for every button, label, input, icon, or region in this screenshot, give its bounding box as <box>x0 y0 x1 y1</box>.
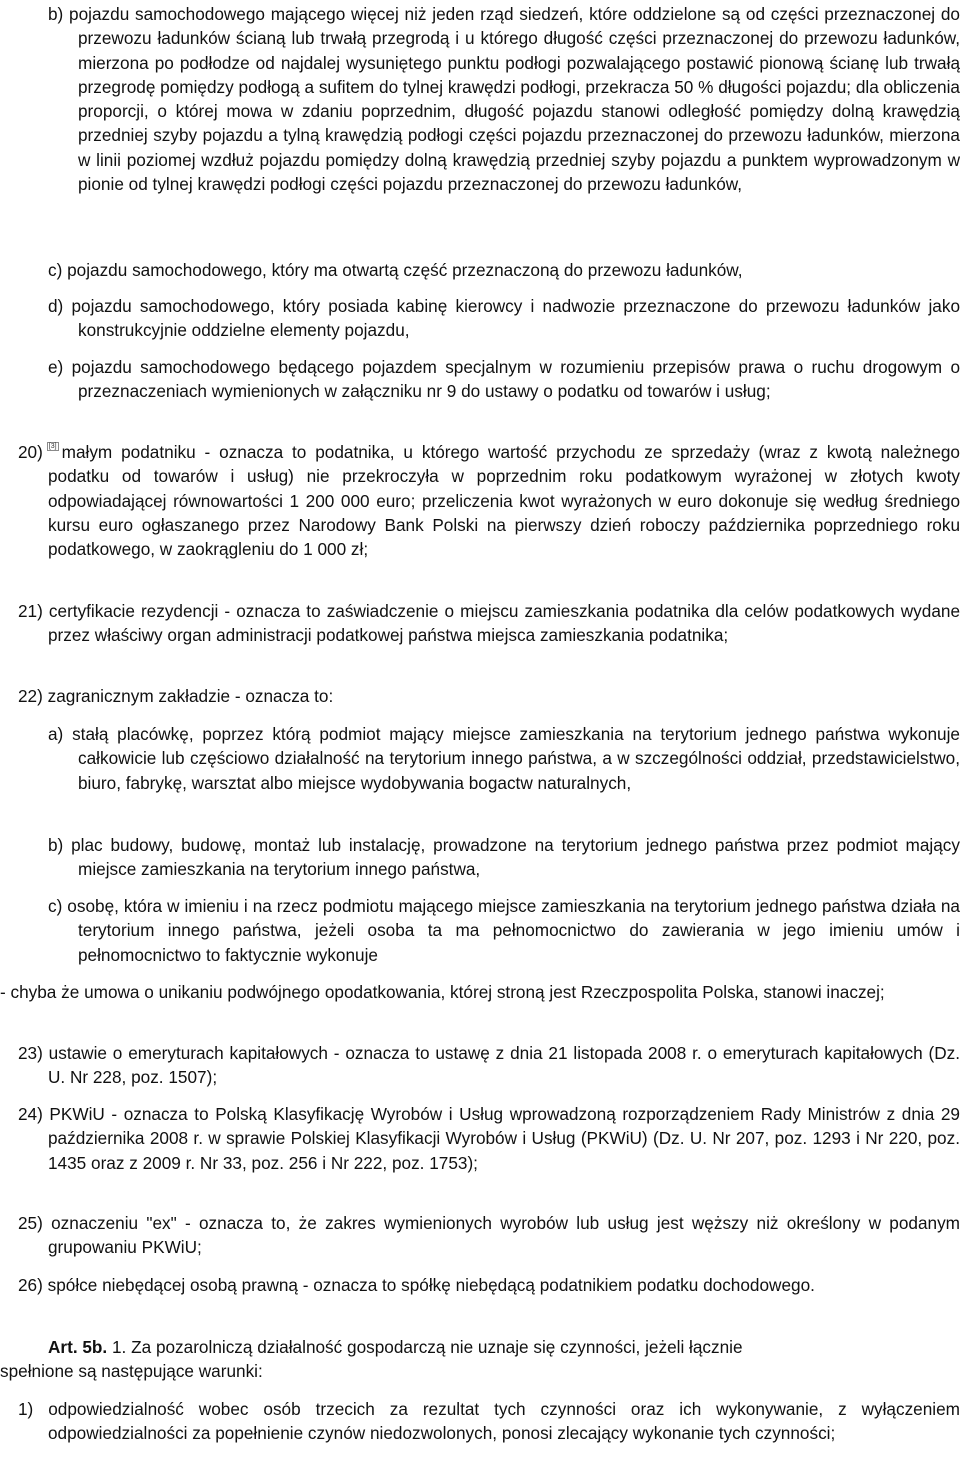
article-5b-continuation: spełnione są następujące warunki: <box>0 1361 263 1381</box>
article-5b-heading <box>48 1335 960 1359</box>
paragraph-b-vehicle-rows: b) pojazdu samochodowego mającego więcej niż jeden rząd siedzeń, które oddzielone są od części przeznaczonej do przewozu ładunków ścianą lub trwałą przegrodą i u którego długość części przeznaczonej do przewozu ładunków, mierzona po podłodze od najdalej wysuniętego punktu podłogi pozwalającego postawić pionową ścianę lub trwałą przegrodę pomiędzy podłogą a sufitem do tylnej krawędzi podłogi, przekracza 50 % długości pojazdu; dla obliczenia proporcji, o której mowa w zdaniu poprzednim, długość pojazdu stanowi odległość pomiędzy dolną krawędzią przedniej szyby pojazdu a tylną krawędzią podłogi części pojazdu przeznaczonej do przewozu ładunków, mierzona w linii poziomej wzdłuż pojazdu pomiędzy dolną krawędzią przedniej szyby pojazdu a punktem wyprowadzonym w pionie od tylnej krawędzi podłogi części pojazdu przeznaczonej do przewozu ładunków, <box>48 4 960 195</box>
paragraph-20-small-taxpayer <box>18 440 960 561</box>
paragraph-23-capital-pensions: 23) ustawie o emeryturach kapitałowych - oznacza to ustawę z dnia 21 listopada 2008 r. o emeryturach kapitałowych (Dz. U. Nr 228, poz. 1507); <box>18 1043 960 1088</box>
article-5b-condition-1: 1) odpowiedzialność wobec osób trzecich za rezultat tych czynności oraz ich wykonywanie, z wyłączeniem odpowiedzialności za popełnienie czynów niedozwolonych, ponosi zlecający wykonanie tych czynności; <box>18 1399 960 1444</box>
paragraph-d-separate-cab: d) pojazdu samochodowego, który posiada kabinę kierowcy i nadwozie przeznaczone do przewozu ładunków jako konstrukcyjnie oddzielne elementy pojazdu, <box>48 296 960 341</box>
paragraph-22-tail: - chyba że umowa o unikaniu podwójnego opodatkowania, której stroną jest Rzeczpospolita Polska, stanowi inaczej; <box>0 982 885 1002</box>
paragraph-25-ex-marking: 25) oznaczeniu "ex" - oznacza to, że zakres wymienionych wyrobów lub usług jest węższy niż określony w podanym grupowaniu PKWiU; <box>18 1213 960 1258</box>
article-5b-text: 1. Za pozarolniczą działalność gospodarczą nie uznaje się czynności, jeżeli łącznie <box>112 1337 743 1357</box>
paragraph-22b-construction-site: b) plac budowy, budowę, montaż lub instalację, prowadzone na terytorium jednego państwa przez podmiot mający miejsce zamieszkania na terytorium innego państwa, <box>48 835 960 880</box>
item-number: 20) <box>18 442 43 462</box>
paragraph-e-special-vehicle: e) pojazdu samochodowego będącego pojazdem specjalnym w rozumieniu przepisów prawa o ruchu drogowym o przeznaczeniach wymienionych w załączniku nr 9 do ustawy o podatku od towarów i usług; <box>48 357 960 402</box>
paragraph-24-pkwiu: 24) PKWiU - oznacza to Polską Klasyfikację Wyrobów i Usług wprowadzoną rozporządzeniem Rady Ministrów z dnia 29 października 2008 r. w sprawie Polskiej Klasyfikacji Wyrobów i Usług (PKWiU) (Dz. U. Nr 207, poz. 1293 i Nr 220, poz. 1435 oraz z 2009 r. Nr 33, poz. 256 i Nr 222, poz. 1753); <box>18 1104 960 1173</box>
paragraph-20-text: małym podatniku - oznacza to podatnika, u którego wartość przychodu ze sprzedaży (wraz z kwotą należnego podatku od towarów i usług) nie przekroczyła w poprzednim roku podatkowym wyrażonej w złotych kwoty odpowiadającej równowartości 1 200 000 euro; przeliczenia kwot wyrażonych w euro dokonuje się według średniego kursu euro ogłaszanego przez Narodowy Bank Polski na pierwszy dzień roboczy października poprzedniego roku podatkowego, w zaokrągleniu do 1 000 zł; <box>48 442 960 560</box>
paragraph-c-open-cargo: c) pojazdu samochodowego, który ma otwartą część przeznaczoną do przewozu ładunków, <box>48 260 743 280</box>
paragraph-22a-fixed-place: a) stałą placówkę, poprzez którą podmiot mający miejsce zamieszkania na terytorium jednego państwa wykonuje całkowicie lub częściowo działalność na terytorium innego państwa, a w szczególności oddział, przedstawicielstwo, biuro, fabrykę, warsztat albo miejsce wydobywania bogactw naturalnych, <box>48 724 960 793</box>
paragraph-22c-agent: c) osobę, która w imieniu i na rzecz podmiotu mającego miejsce zamieszkania na terytorium jednego państwa działa na terytorium innego państwa, jeżeli osoba ta ma pełnomocnictwo do zawierania w jego imieniu umów i pełnomocnictwo to faktycznie wykonuje <box>48 896 960 965</box>
article-label: Art. 5b. <box>48 1337 108 1357</box>
paragraph-21-residence-certificate: 21) certyfikacie rezydencji - oznacza to zaświadczenie o miejscu zamieszkania podatnika dla celów podatkowych wydane przez właściwy organ administracji podatkowej państwa miejsca zamieszkania podatnika; <box>18 601 960 646</box>
paragraph-22-foreign-establishment: 22) zagranicznym zakładzie - oznacza to: <box>18 686 334 706</box>
footnote-reference-link[interactable]: [3] <box>48 443 57 450</box>
paragraph-26-partnership: 26) spółce niebędącej osobą prawną - oznacza to spółkę niebędącą podatnikiem podatku dochodowego. <box>18 1275 815 1295</box>
